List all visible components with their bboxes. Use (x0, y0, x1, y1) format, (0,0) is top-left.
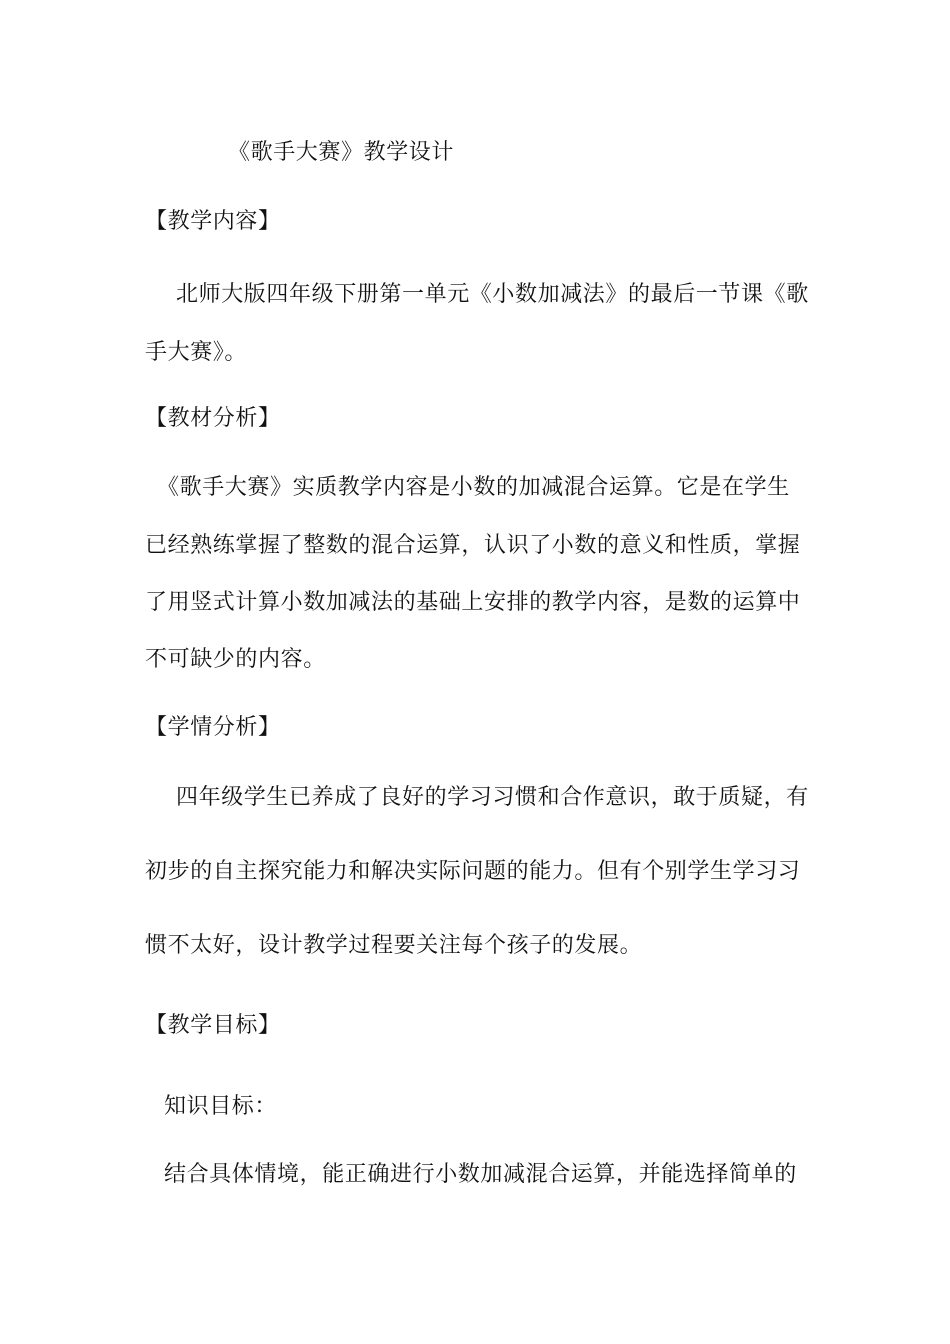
section-heading-teaching-content: 【教学内容】 (145, 209, 281, 234)
paragraph-line: 结合具体情境，能正确进行小数加减混合运算，并能选择简单的 (164, 1162, 797, 1187)
section-heading-teaching-objectives: 【教学目标】 (145, 1013, 281, 1038)
section-heading-learner-analysis: 【学情分析】 (145, 715, 281, 740)
section-heading-textbook-analysis: 【教材分析】 (145, 406, 281, 431)
paragraph-line: 初步的自主探究能力和解决实际问题的能力。但有个别学生学习习 (145, 859, 801, 884)
paragraph-line: 惯不太好，设计教学过程要关注每个孩子的发展。 (145, 933, 643, 958)
paragraph-line: 知识目标： (164, 1094, 278, 1119)
paragraph-line: 《歌手大赛》实质教学内容是小数的加减混合运算。它是在学生 (157, 475, 790, 500)
paragraph-line: 四年级学生已养成了良好的学习习惯和合作意识，敢于质疑，有 (176, 785, 809, 810)
paragraph-line: 已经熟练掌握了整数的混合运算，认识了小数的意义和性质，掌握 (145, 533, 801, 558)
paragraph-line: 不可缺少的内容。 (145, 647, 326, 672)
paragraph-line: 了用竖式计算小数加减法的基础上安排的教学内容，是数的运算中 (145, 590, 801, 615)
paragraph-line: 手大赛》。 (145, 340, 248, 365)
paragraph-line: 北师大版四年级下册第一单元《小数加减法》的最后一节课《歌 (176, 282, 809, 307)
document-title: 《歌手大赛》教学设计 (228, 140, 455, 165)
